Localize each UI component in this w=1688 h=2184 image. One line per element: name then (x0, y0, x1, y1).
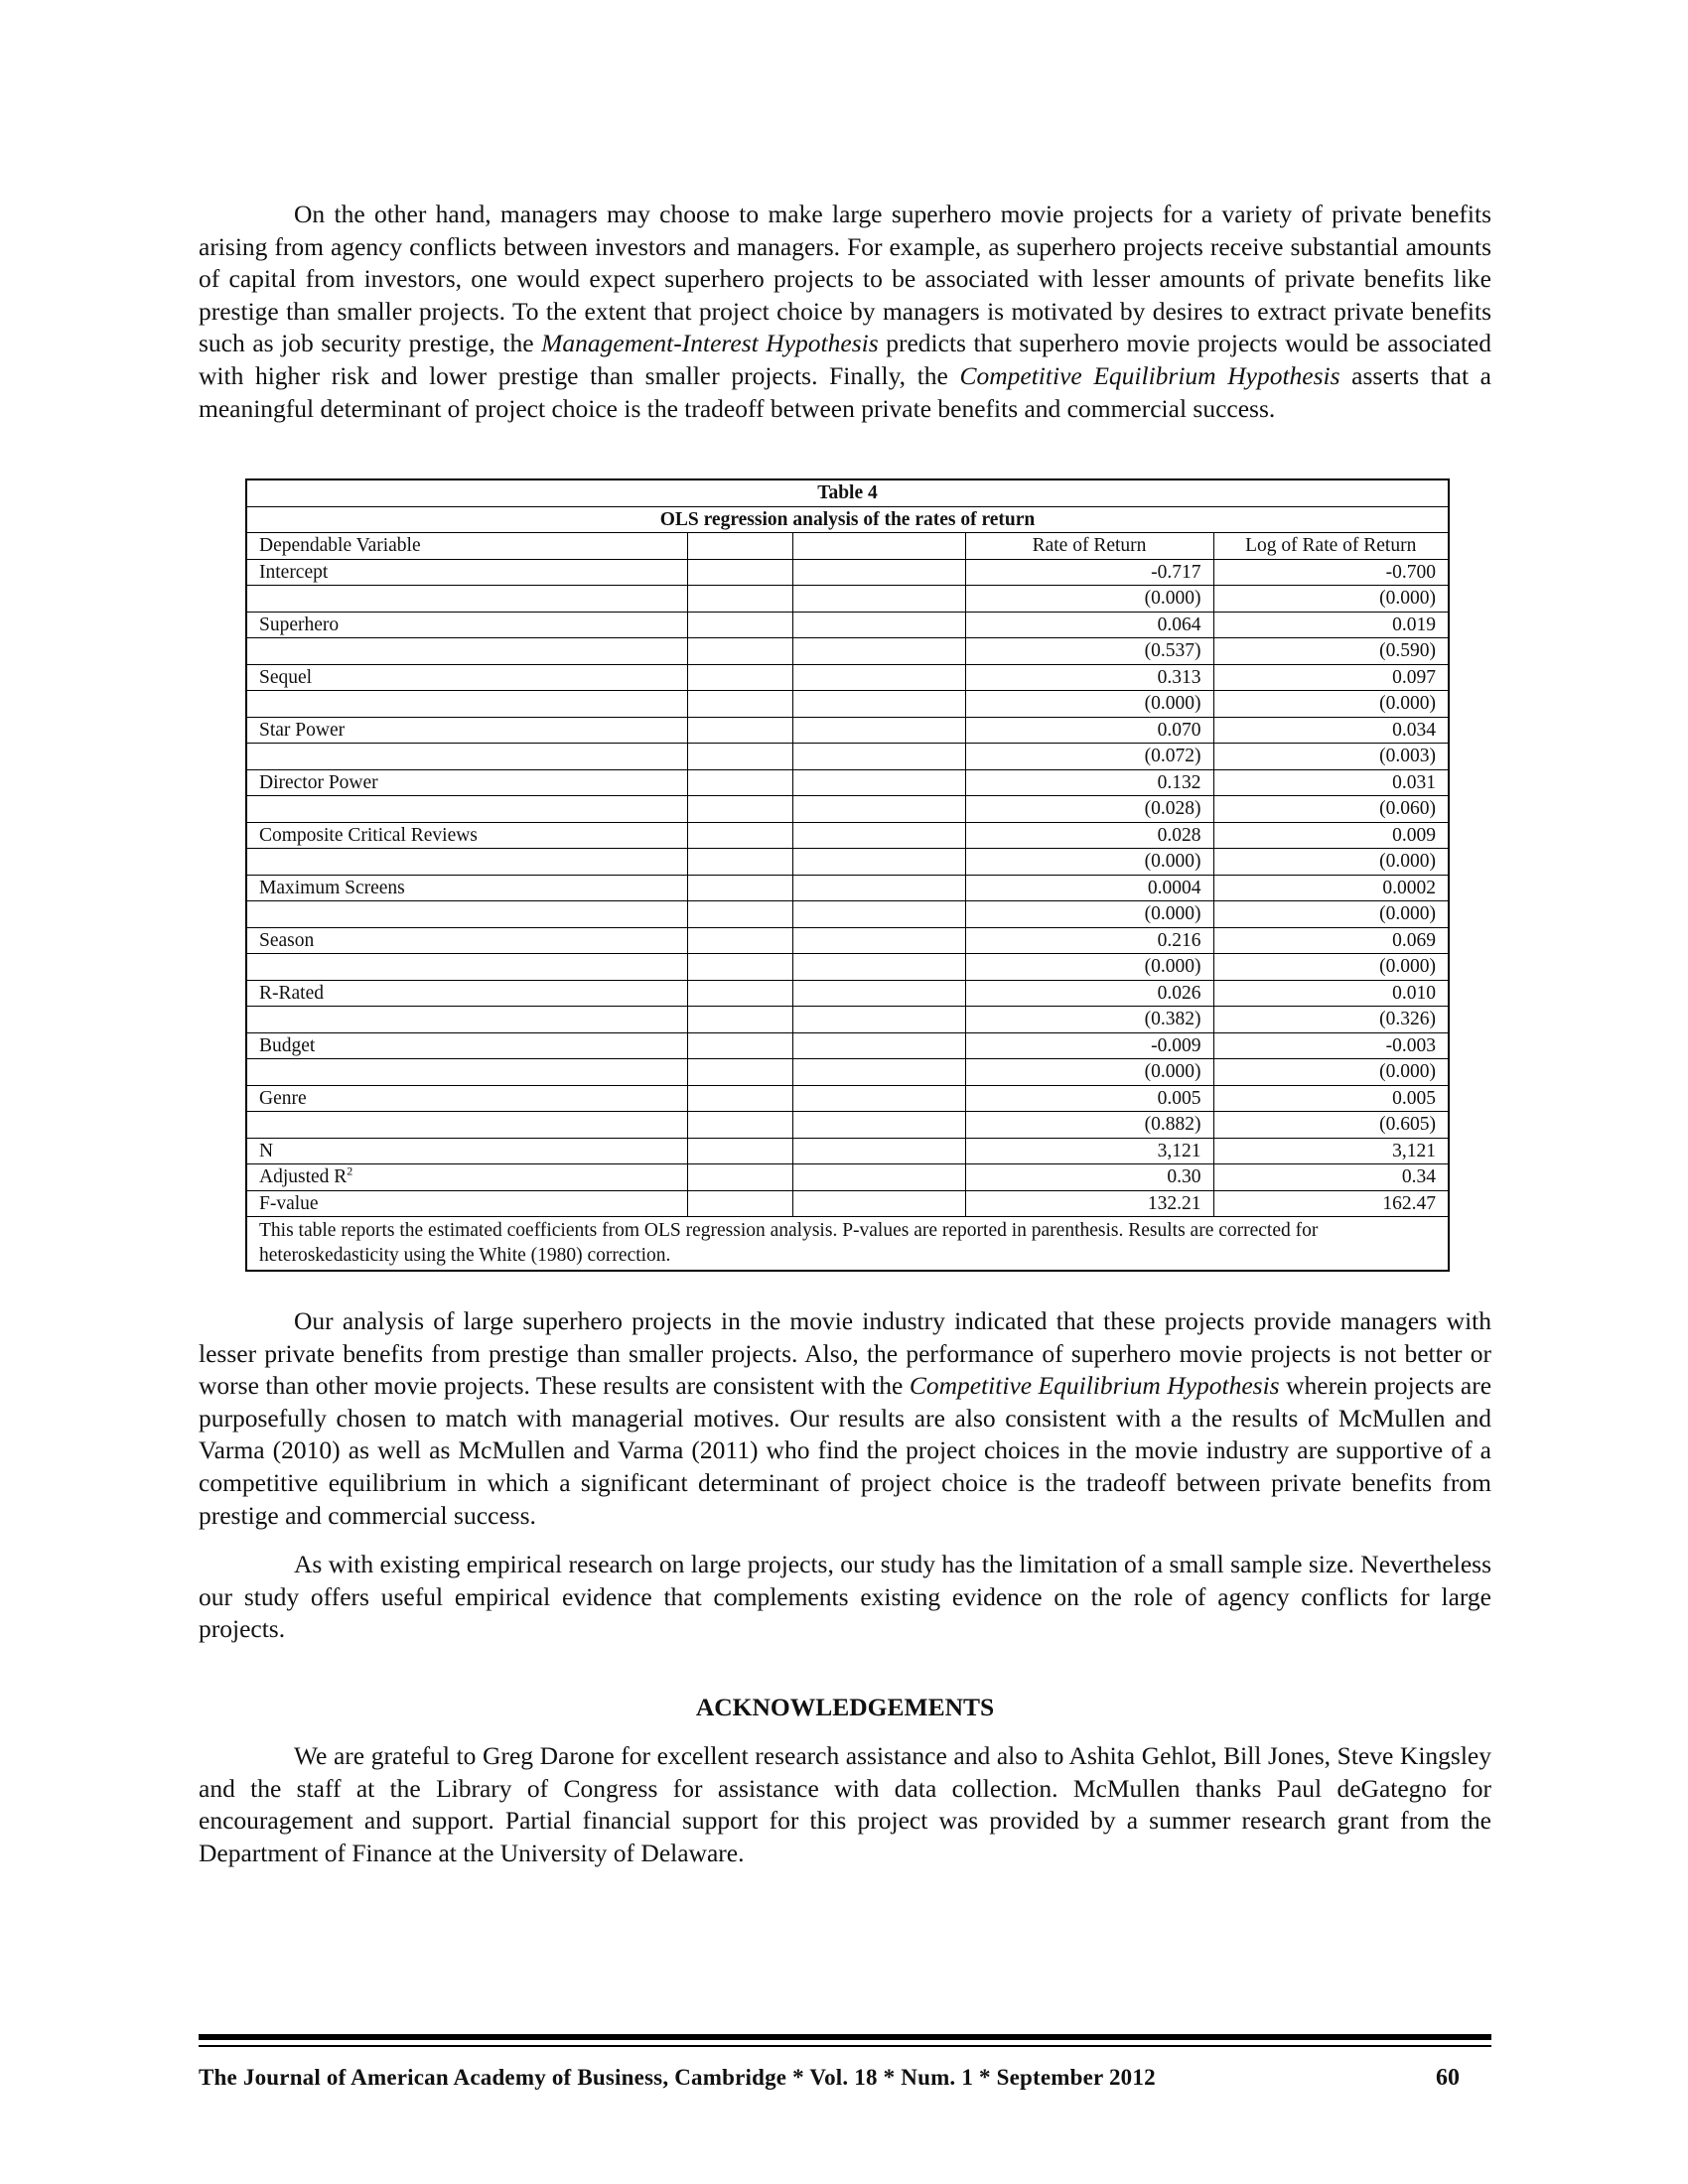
table-title: Table 4 (246, 479, 1449, 506)
table-row-pvalue (246, 691, 1449, 718)
stat-label (246, 1164, 687, 1191)
empty-cell (687, 744, 792, 770)
pvalue-rate-of-return: (0.028) (965, 796, 1213, 823)
coef-rate-of-return: 0.132 (965, 769, 1213, 796)
coef-log-rate-of-return: 0.097 (1213, 664, 1449, 691)
stat-label: N (246, 1138, 687, 1164)
variable-label: Budget (246, 1032, 687, 1059)
coef-log-rate-of-return: 0.005 (1213, 1085, 1449, 1112)
footer-rule-thin (199, 2045, 1491, 2047)
empty-cell (792, 927, 965, 954)
page-number: 60 (1436, 2065, 1460, 2091)
empty-cell (687, 1112, 792, 1139)
empty-cell (792, 612, 965, 638)
acknowledgements-paragraph (199, 1740, 1491, 1869)
empty-cell (246, 1007, 687, 1033)
pvalue-rate-of-return: (0.000) (965, 901, 1213, 928)
empty-cell (792, 980, 965, 1007)
pvalue-log-rate-of-return: (0.060) (1213, 796, 1449, 823)
table-header-row (246, 533, 1449, 560)
empty-cell (687, 1032, 792, 1059)
empty-cell (687, 1190, 792, 1217)
empty-cell (687, 769, 792, 796)
empty-cell (687, 1164, 792, 1191)
body-paragraph-1 (199, 199, 1491, 425)
empty-cell (687, 559, 792, 586)
header-dependent-variable: Dependable Variable (246, 533, 687, 560)
empty-cell (792, 1007, 965, 1033)
empty-cell (792, 1032, 965, 1059)
table-row-pvalue (246, 638, 1449, 665)
footer-journal-citation: The Journal of American Academy of Business, Cambridge * Vol. 18 * Num. 1 * September 2012 (199, 2065, 1156, 2090)
pvalue-rate-of-return: (0.000) (965, 954, 1213, 981)
stat-value: 0.30 (965, 1164, 1213, 1191)
table-row (246, 769, 1449, 796)
coef-rate-of-return: 0.064 (965, 612, 1213, 638)
table-row (246, 717, 1449, 744)
empty-cell (687, 980, 792, 1007)
empty-cell (687, 927, 792, 954)
acknowledgements-heading: ACKNOWLEDGEMENTS (695, 1693, 995, 1721)
empty-cell (687, 533, 792, 560)
pvalue-log-rate-of-return: (0.326) (1213, 1007, 1449, 1033)
variable-label: Intercept (246, 559, 687, 586)
pvalue-log-rate-of-return: (0.605) (1213, 1112, 1449, 1139)
table-row-pvalue (246, 796, 1449, 823)
empty-cell (792, 691, 965, 718)
empty-cell (792, 586, 965, 613)
header-log-rate-of-return: Log of Rate of Return (1213, 533, 1449, 560)
table-row (246, 927, 1449, 954)
coef-log-rate-of-return: 0.010 (1213, 980, 1449, 1007)
hypothesis-name: Competitive Equilibrium Hypothesis (909, 1371, 1280, 1401)
pvalue-log-rate-of-return: (0.000) (1213, 901, 1449, 928)
empty-cell (792, 533, 965, 560)
empty-cell (792, 717, 965, 744)
empty-cell (246, 901, 687, 928)
variable-label: Star Power (246, 717, 687, 744)
empty-cell (246, 849, 687, 876)
empty-cell (687, 1007, 792, 1033)
empty-cell (246, 586, 687, 613)
empty-cell (687, 1138, 792, 1164)
coef-log-rate-of-return: 0.009 (1213, 822, 1449, 849)
empty-cell (792, 664, 965, 691)
empty-cell (792, 638, 965, 665)
empty-cell (687, 822, 792, 849)
empty-cell (687, 586, 792, 613)
paragraph-text: predicts that superhero movie projects would be associated with higher risk and lower prestige than smaller projects. Finally, the (199, 329, 1491, 390)
stats-row-f-value (246, 1190, 1449, 1217)
empty-cell (792, 769, 965, 796)
empty-cell (792, 796, 965, 823)
stat-value: 132.21 (965, 1190, 1213, 1217)
coef-log-rate-of-return: 0.019 (1213, 612, 1449, 638)
table-row-pvalue (246, 1059, 1449, 1086)
variable-label: Genre (246, 1085, 687, 1112)
variable-label: Season (246, 927, 687, 954)
coef-rate-of-return: -0.009 (965, 1032, 1213, 1059)
table-row-pvalue (246, 1007, 1449, 1033)
empty-cell (246, 1059, 687, 1086)
stats-row-n (246, 1138, 1449, 1164)
empty-cell (792, 822, 965, 849)
stat-value: 162.47 (1213, 1190, 1449, 1217)
empty-cell (792, 901, 965, 928)
table-row-pvalue (246, 901, 1449, 928)
empty-cell (687, 875, 792, 901)
empty-cell (246, 1112, 687, 1139)
empty-cell (246, 954, 687, 981)
footer-rule-thick (199, 2034, 1491, 2040)
pvalue-log-rate-of-return: (0.000) (1213, 586, 1449, 613)
table-row (246, 822, 1449, 849)
table-note: This table reports the estimated coefficients from OLS regression analysis. P-values are reported in parenthesis. Results are corrected for heteroskedasticity using the White (1980) correction. (246, 1217, 1449, 1272)
paragraph-text: wherein projects are purposefully chosen to match with managerial motives. Our results are also consistent with a the results of McMullen and Varma (2010) as well as McMullen and Varma (2011) who find the project choices in the movie industry are supportive of a competitive equilibrium in which a significant determinant of project choice is the tradeoff between private benefits from prestige and commercial success. (199, 1371, 1492, 1530)
empty-cell (246, 691, 687, 718)
regression-table (245, 478, 1448, 1272)
stat-value: 0.34 (1213, 1164, 1449, 1191)
table-row (246, 980, 1449, 1007)
variable-label: Composite Critical Reviews (246, 822, 687, 849)
stats-row-adjusted-r2 (246, 1164, 1449, 1191)
pvalue-log-rate-of-return: (0.000) (1213, 1059, 1449, 1086)
empty-cell (792, 744, 965, 770)
empty-cell (792, 1085, 965, 1112)
empty-cell (687, 717, 792, 744)
table-row (246, 875, 1449, 901)
pvalue-rate-of-return: (0.000) (965, 849, 1213, 876)
pvalue-rate-of-return: (0.000) (965, 586, 1213, 613)
body-paragraph-3 (199, 1549, 1491, 1646)
empty-cell (246, 744, 687, 770)
variable-label: R-Rated (246, 980, 687, 1007)
table-row-pvalue (246, 586, 1449, 613)
empty-cell (687, 638, 792, 665)
pvalue-log-rate-of-return: (0.590) (1213, 638, 1449, 665)
paragraph-text: We are grateful to Greg Darone for excellent research assistance and also to Ashita Gehlot, Bill Jones, Steve Kingsley and the staff at the Library of Congress for assistance with data collection. McMullen thanks Paul deGategno for encouragement and support. Partial financial support for this project was provided by a summer research grant from the Department of Finance at the University of Delaware. (199, 1741, 1491, 1867)
empty-cell (687, 612, 792, 638)
paragraph-text: On the other hand, managers may choose to make large superhero movie projects for a variety of private benefits arising from agency conflicts between investors and managers. For example, as superhero projects receive substantial amounts of capital from investors, one would expect superhero projects to be associated with lesser amounts of private benefits like prestige than smaller projects. To the extent that project choice by managers is motivated by desires to extract private benefits such as job security prestige, the (199, 200, 1491, 358)
coef-rate-of-return: 0.216 (965, 927, 1213, 954)
stat-label-text: Adjusted R (259, 1166, 348, 1188)
empty-cell (687, 1085, 792, 1112)
table-row (246, 1032, 1449, 1059)
empty-cell (792, 1164, 965, 1191)
empty-cell (792, 875, 965, 901)
header-rate-of-return: Rate of Return (965, 533, 1213, 560)
empty-cell (687, 691, 792, 718)
coef-rate-of-return: -0.717 (965, 559, 1213, 586)
coef-rate-of-return: 0.005 (965, 1085, 1213, 1112)
pvalue-log-rate-of-return: (0.000) (1213, 691, 1449, 718)
coef-log-rate-of-return: -0.003 (1213, 1032, 1449, 1059)
empty-cell (792, 1059, 965, 1086)
pvalue-rate-of-return: (0.000) (965, 1059, 1213, 1086)
variable-label: Director Power (246, 769, 687, 796)
empty-cell (792, 849, 965, 876)
table-row (246, 559, 1449, 586)
table-row-pvalue (246, 1112, 1449, 1139)
coef-rate-of-return: 0.026 (965, 980, 1213, 1007)
table-subtitle: OLS regression analysis of the rates of return (246, 506, 1449, 533)
variable-label: Superhero (246, 612, 687, 638)
pvalue-rate-of-return: (0.537) (965, 638, 1213, 665)
coef-rate-of-return: 0.0004 (965, 875, 1213, 901)
table-row (246, 664, 1449, 691)
coef-log-rate-of-return: 0.034 (1213, 717, 1449, 744)
hypothesis-name: Competitive Equilibrium Hypothesis (959, 360, 1340, 390)
variable-label: Maximum Screens (246, 875, 687, 901)
empty-cell (792, 1138, 965, 1164)
hypothesis-name: Management-Interest Hypothesis (541, 329, 879, 358)
coef-rate-of-return: 0.070 (965, 717, 1213, 744)
variable-label: Sequel (246, 664, 687, 691)
empty-cell (687, 664, 792, 691)
table-row-pvalue (246, 849, 1449, 876)
empty-cell (246, 796, 687, 823)
empty-cell (792, 1112, 965, 1139)
coef-rate-of-return: 0.028 (965, 822, 1213, 849)
superscript: 2 (347, 1163, 353, 1178)
empty-cell (687, 1059, 792, 1086)
table-row (246, 1085, 1449, 1112)
empty-cell (246, 638, 687, 665)
table-note-row (246, 1217, 1449, 1272)
pvalue-log-rate-of-return: (0.000) (1213, 849, 1449, 876)
stat-value: 3,121 (965, 1138, 1213, 1164)
pvalue-log-rate-of-return: (0.000) (1213, 954, 1449, 981)
body-paragraph-2 (199, 1305, 1491, 1532)
paragraph-text: asserts that a meaningful determinant of project choice is the tradeoff between private benefits and commercial success. (199, 360, 1491, 423)
pvalue-log-rate-of-return: (0.003) (1213, 744, 1449, 770)
paragraph-text: Our analysis of large superhero projects in the movie industry indicated that these projects provide managers with lesser private benefits from prestige than smaller projects. Also, the performance of superhero movie projects is not better or worse than other movie projects. These results are consistent with the (199, 1306, 1491, 1401)
empty-cell (792, 559, 965, 586)
stat-label: F-value (246, 1190, 687, 1217)
paragraph-text: As with existing empirical research on large projects, our study has the limitation of a small sample size. Nevertheless our study offers useful empirical evidence that complements existing evidence on the role of agency conflicts for large projects. (199, 1550, 1491, 1644)
regression-table-body (246, 479, 1449, 1271)
coef-log-rate-of-return: 0.0002 (1213, 875, 1449, 901)
empty-cell (687, 901, 792, 928)
empty-cell (687, 954, 792, 981)
coef-log-rate-of-return: -0.700 (1213, 559, 1449, 586)
empty-cell (792, 954, 965, 981)
pvalue-rate-of-return: (0.072) (965, 744, 1213, 770)
coef-log-rate-of-return: 0.031 (1213, 769, 1449, 796)
stat-value: 3,121 (1213, 1138, 1449, 1164)
pvalue-rate-of-return: (0.000) (965, 691, 1213, 718)
empty-cell (687, 849, 792, 876)
pvalue-rate-of-return: (0.882) (965, 1112, 1213, 1139)
coef-log-rate-of-return: 0.069 (1213, 927, 1449, 954)
table-row (246, 612, 1449, 638)
table-row-pvalue (246, 954, 1449, 981)
coef-rate-of-return: 0.313 (965, 664, 1213, 691)
empty-cell (687, 796, 792, 823)
empty-cell (792, 1190, 965, 1217)
table-row-pvalue (246, 744, 1449, 770)
pvalue-rate-of-return: (0.382) (965, 1007, 1213, 1033)
